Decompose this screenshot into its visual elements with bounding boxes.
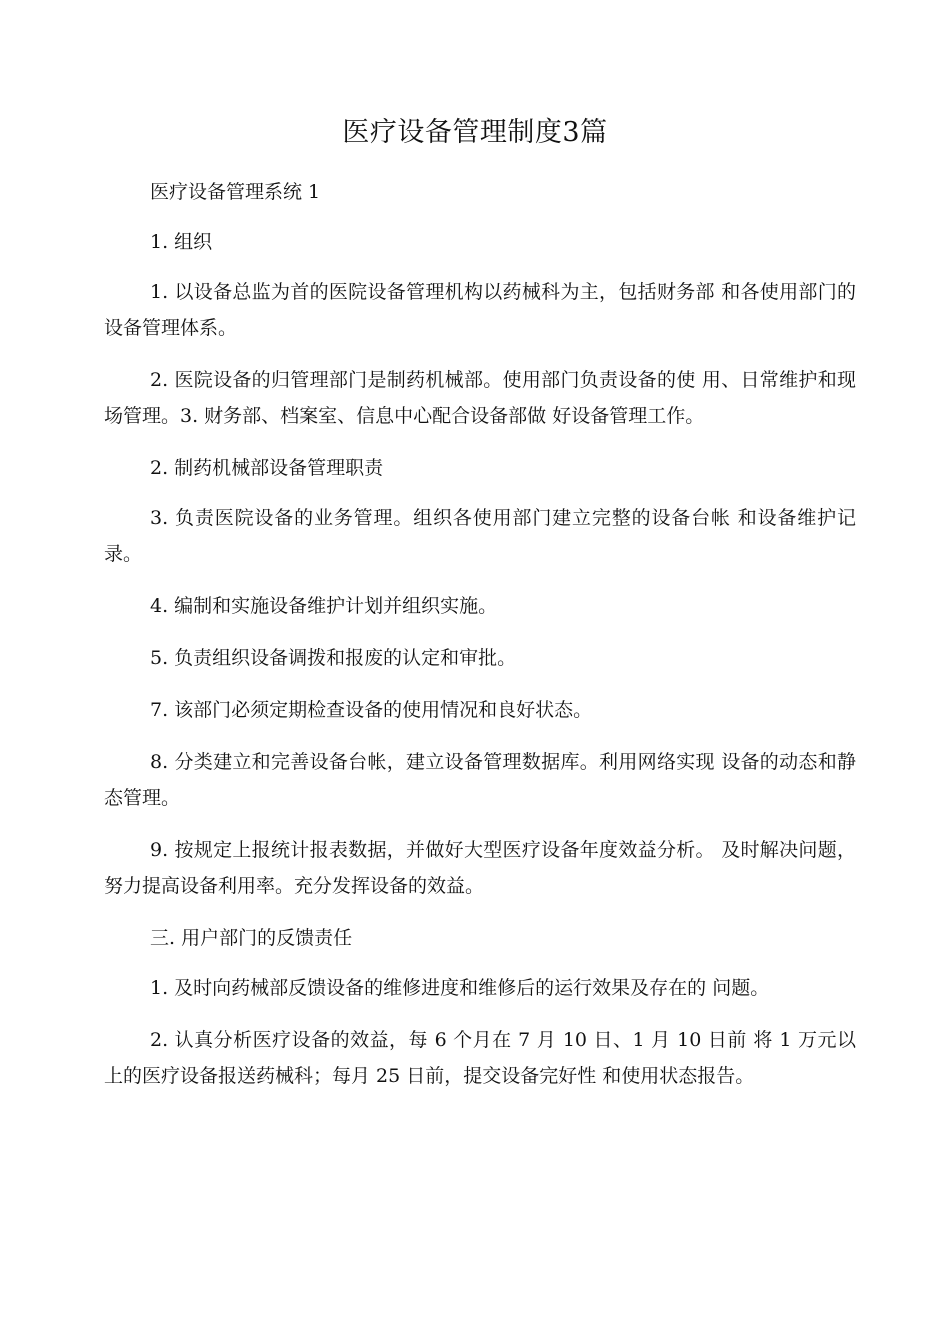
document-body — [104, 174, 856, 1110]
section-heading: 1. 组织 — [150, 231, 213, 253]
paragraph: 1. 及时向药械部反馈设备的维修进度和维修后的运行效果及存在的 问题。 — [150, 977, 770, 999]
section-heading: 2. 制药机械部设备管理职责 — [150, 457, 384, 479]
document-title: 医疗设备管理制度3篇 — [342, 117, 608, 148]
paragraph: 5. 负责组织设备调拨和报废的认定和审批。 — [150, 647, 517, 669]
paragraph: 7. 该部门必须定期检查设备的使用情况和良好状态。 — [150, 699, 593, 721]
paragraph: 9. 按规定上报统计报表数据，并做好大型医疗设备年度效益分析。 及时解决问题，努力提高设备利用率。充分发挥设备的效益。 — [104, 839, 856, 897]
paragraph: 8. 分类建立和完善设备台帐，建立设备管理数据库。利用网络实现 设备的动态和静态管理。 — [104, 751, 856, 809]
paragraph: 4. 编制和实施设备维护计划并组织实施。 — [150, 595, 498, 617]
paragraph: 1. 以设备总监为首的医院设备管理机构以药械科为主，包括财务部 和各使用部门的设备管理体系。 — [104, 281, 856, 339]
section-heading: 医疗设备管理系统 1 — [150, 181, 321, 203]
paragraph: 2. 医院设备的归管理部门是制药机械部。使用部门负责设备的使 用、日常维护和现场管理。3. 财务部、档案室、信息中心配合设备部做 好设备管理工作。 — [104, 369, 856, 427]
section-heading: 三. 用户部门的反馈责任 — [150, 927, 353, 949]
paragraph: 3. 负责医院设备的业务管理。组织各使用部门建立完整的设备台帐 和设备维护记录。 — [104, 507, 856, 565]
paragraph: 2. 认真分析医疗设备的效益，每 6 个月在 7 月 10 日、1 月 10 日前 将 1 万元以上的医疗设备报送药械科；每月 25 日前，提交设备完好性 和使用状态报告。 — [104, 1029, 856, 1087]
